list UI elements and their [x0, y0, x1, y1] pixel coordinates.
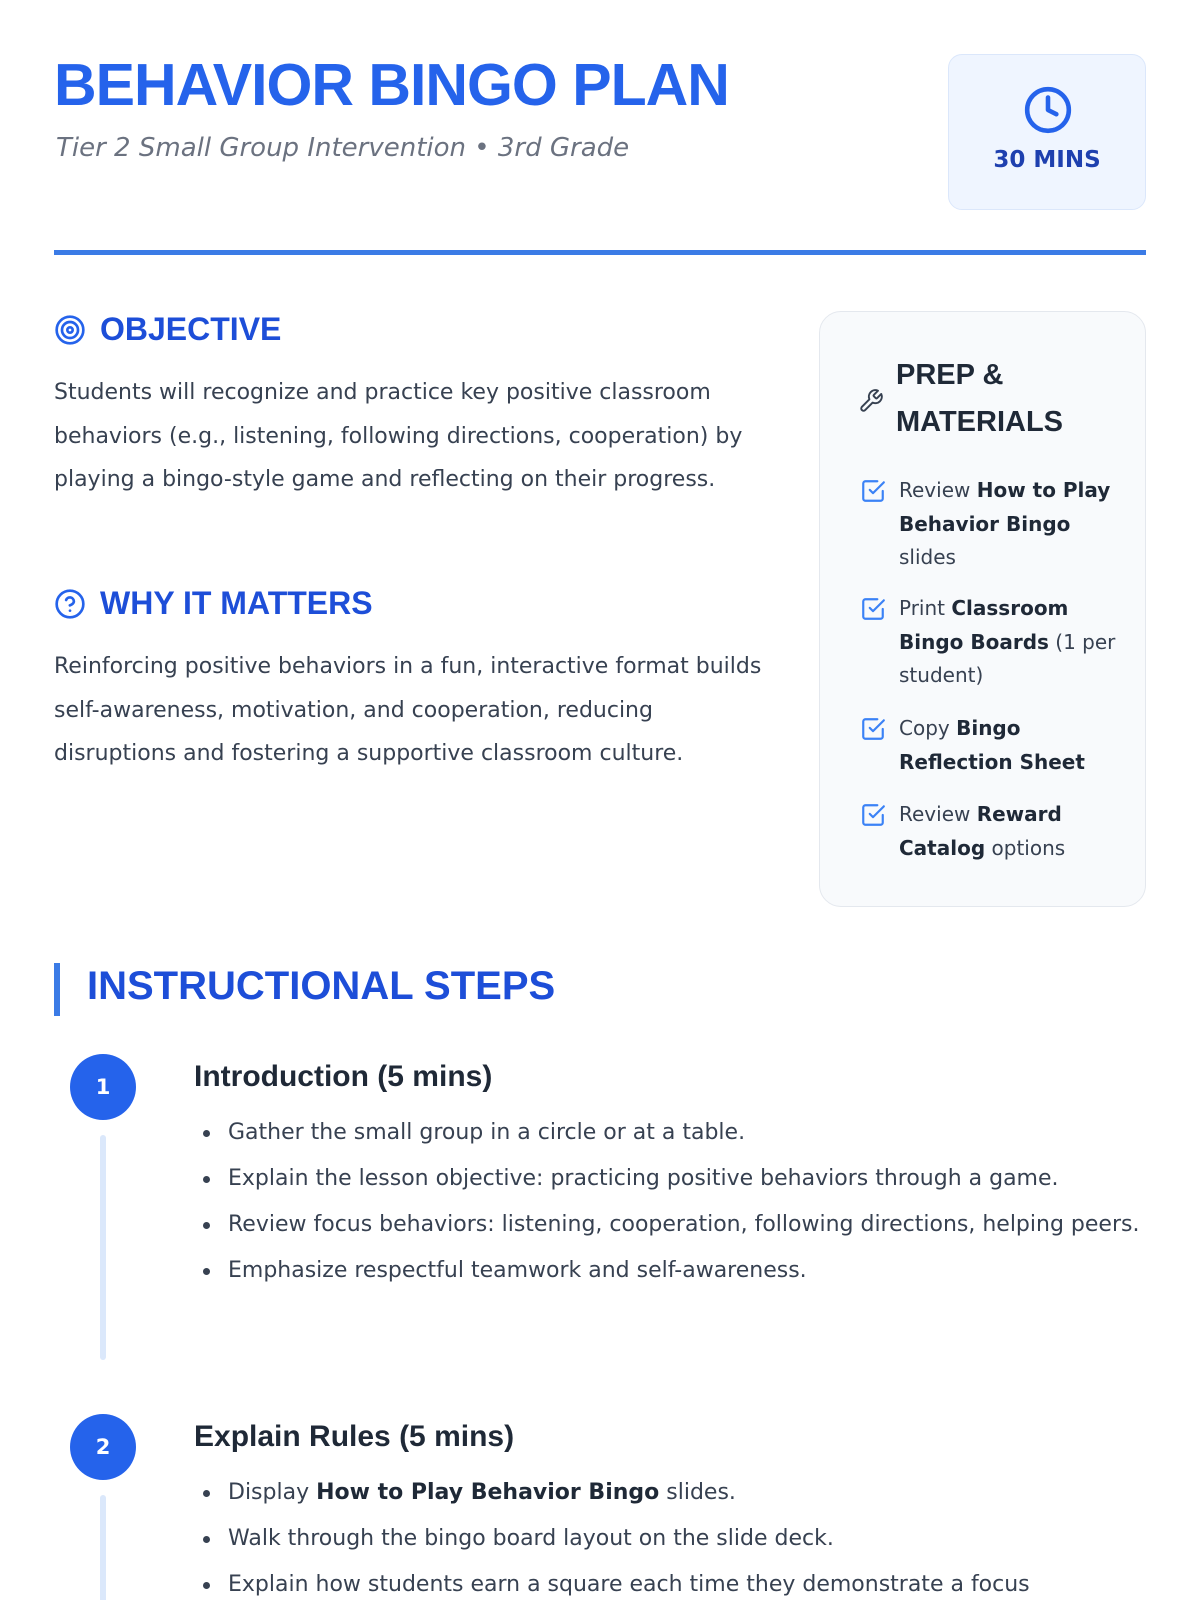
step-number-badge: 2	[70, 1414, 136, 1480]
list-item: Explain how students earn a square each time they demonstrate a focus	[194, 1565, 1144, 1600]
checkbox-checked-icon	[860, 596, 886, 622]
target-icon	[54, 314, 86, 346]
checkbox-checked-icon	[860, 716, 886, 742]
prep-item-text: Review Reward Catalog options	[899, 802, 1066, 860]
prep-title: PREP & MATERIALS	[896, 359, 1064, 438]
prep-item	[860, 592, 1130, 693]
step-title: Explain Rules (5 mins)	[194, 1420, 515, 1453]
step-number-badge: 1	[70, 1054, 136, 1120]
prep-item	[860, 798, 1130, 865]
lesson-plan-page	[54, 0, 1146, 1600]
list-item: Walk through the bingo board layout on the slide deck.	[194, 1519, 1144, 1559]
question-circle-icon	[54, 588, 86, 620]
step-bullets	[194, 1113, 1144, 1297]
steps-title: INSTRUCTIONAL STEPS	[87, 964, 556, 1008]
steps-accent-bar	[54, 963, 60, 1016]
step-bullets	[194, 1473, 1144, 1600]
why-text: Reinforcing positive behaviors in a fun, interactive format builds self-awareness, motivation, and cooperation, reducing disruptions and fostering a supportive classroom culture.	[54, 654, 762, 766]
step-timeline-line	[100, 1135, 106, 1360]
list-item: Display How to Play Behavior Bingo slides.	[194, 1473, 1144, 1513]
prep-item-text: Print Classroom Bingo Boards (1 per student)	[899, 596, 1116, 687]
objective-title: OBJECTIVE	[100, 311, 282, 347]
list-item: Gather the small group in a circle or at a table.	[194, 1113, 1144, 1153]
step-title: Introduction (5 mins)	[194, 1060, 493, 1093]
list-item: Emphasize respectful teamwork and self-awareness.	[194, 1251, 1144, 1291]
duration-label: 30 MINS	[993, 147, 1101, 173]
list-item: Review focus behaviors: listening, cooperation, following directions, helping peers.	[194, 1205, 1144, 1245]
duration-badge	[948, 54, 1146, 210]
prep-item	[860, 712, 1130, 779]
checkbox-checked-icon	[860, 478, 886, 504]
clock-icon	[1023, 85, 1073, 135]
objective-heading	[54, 311, 281, 348]
prep-item-text: Copy Bingo Reflection Sheet	[899, 716, 1085, 774]
prep-materials-panel	[819, 311, 1146, 907]
why-title: WHY IT MATTERS	[100, 585, 373, 621]
wrench-icon	[858, 388, 884, 414]
list-item: Explain the lesson objective: practicing positive behaviors through a game.	[194, 1159, 1144, 1199]
objective-text: Students will recognize and practice key positive classroom behaviors (e.g., listening, following directions, cooperation) by playing a bingo-style game and reflecting on their progress.	[54, 380, 743, 492]
page-title: BEHAVIOR BINGO PLAN	[54, 52, 729, 118]
page-subtitle: Tier 2 Small Group Intervention • 3rd Grade	[56, 133, 630, 163]
header-divider	[54, 250, 1146, 255]
checkbox-checked-icon	[860, 802, 886, 828]
prep-item-text: Review How to Play Behavior Bingo slides	[899, 478, 1111, 569]
prep-item	[860, 474, 1130, 575]
step-timeline-line	[100, 1495, 106, 1600]
why-heading	[54, 585, 373, 622]
